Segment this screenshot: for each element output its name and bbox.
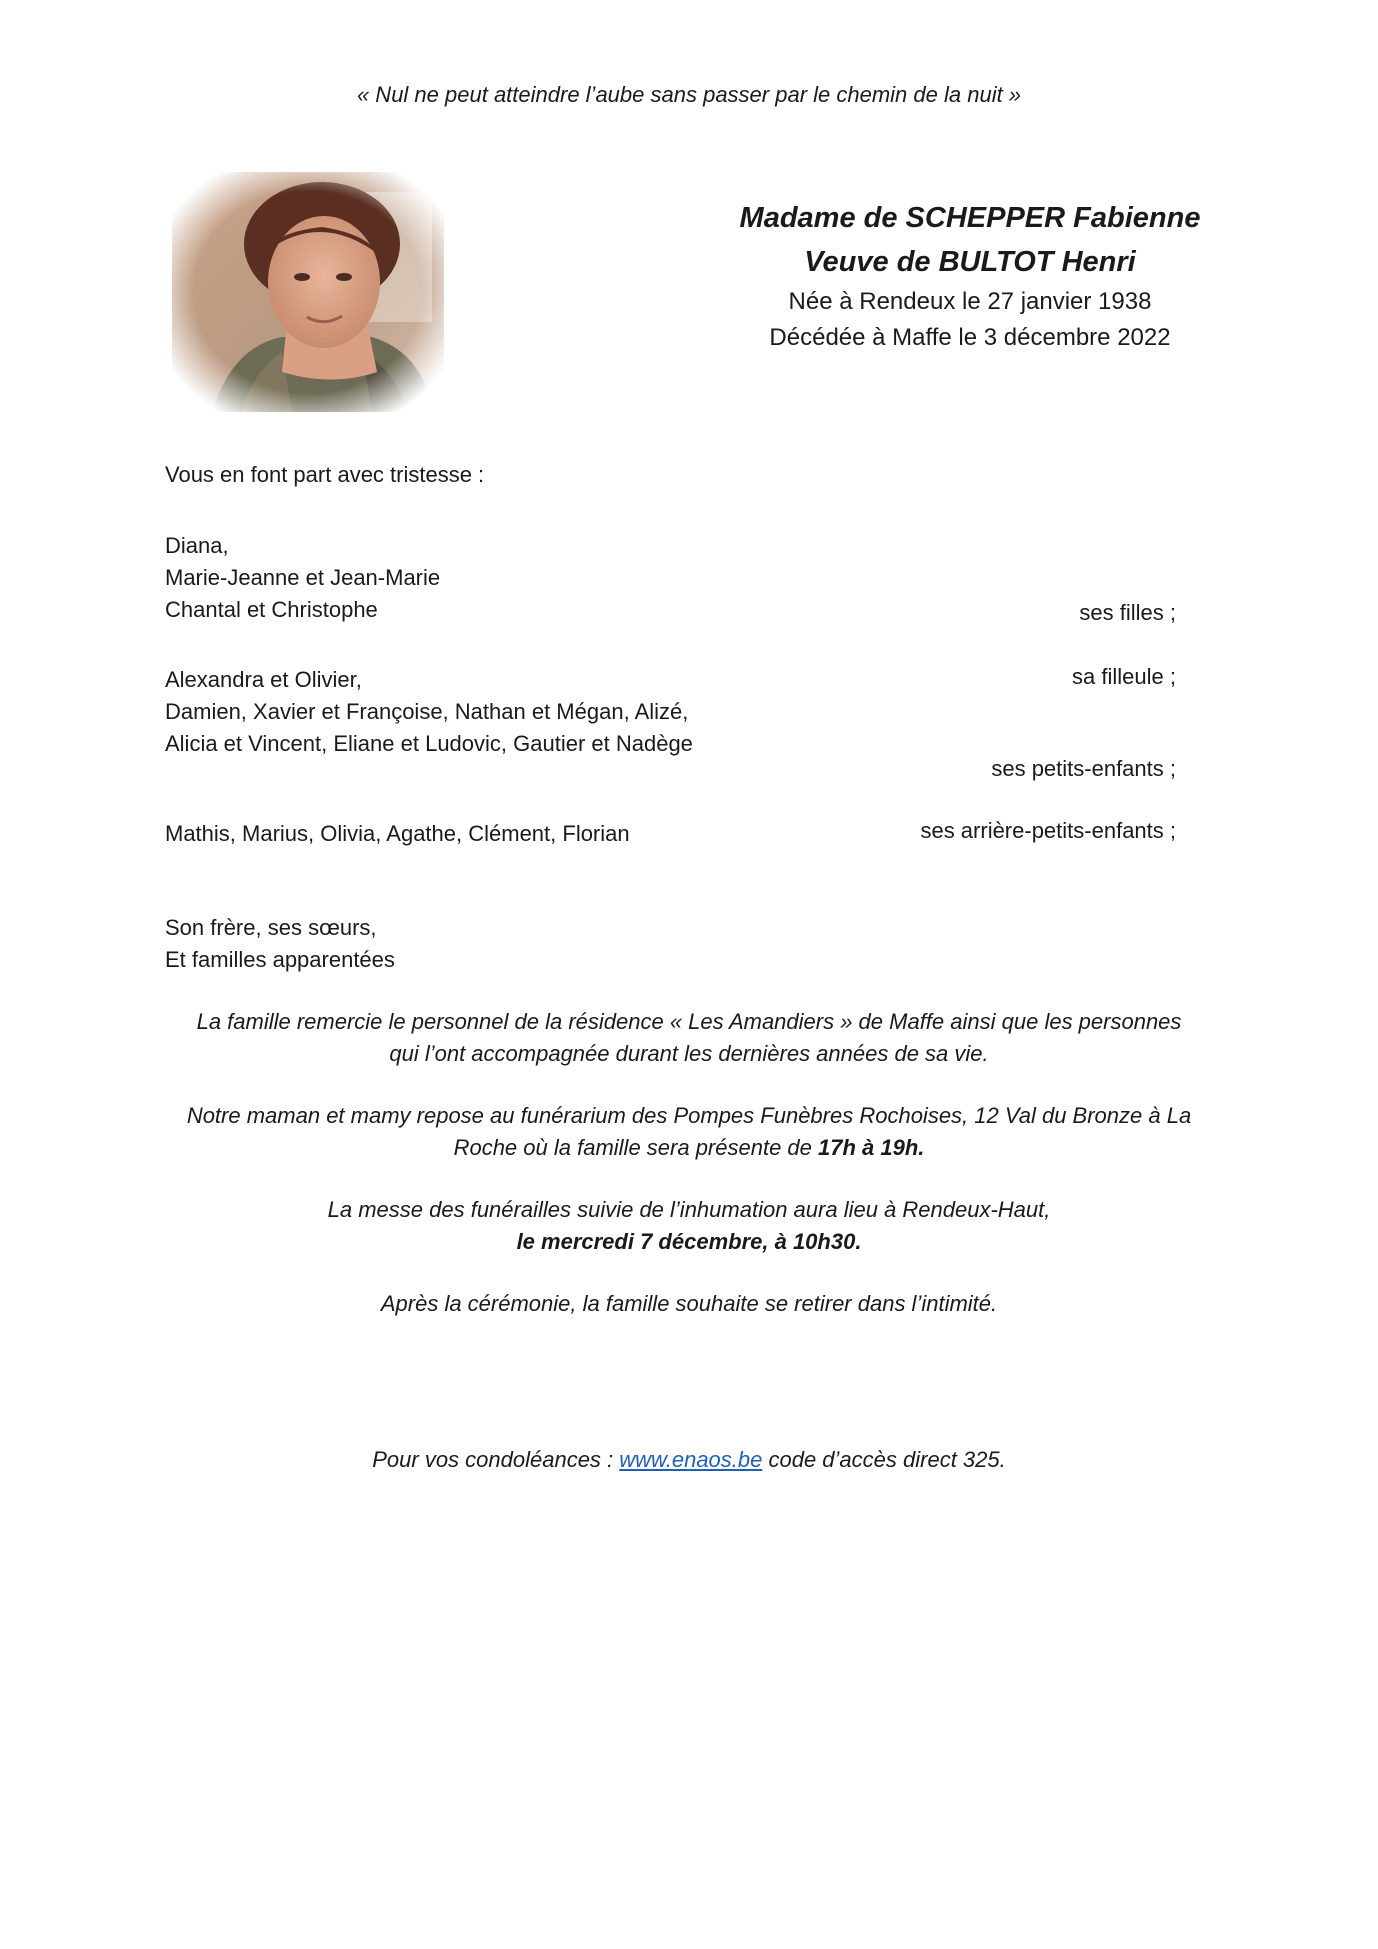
siblings-list [165,912,395,976]
condolences-paragraph [150,1444,1228,1476]
portrait-photo [172,172,444,412]
grandchildren-list [165,696,693,760]
birth-line: Née à Rendeux le 27 janvier 1938 [788,288,1152,315]
announcement-intro: Vous en font part avec tristesse : [165,462,485,487]
great-grandchildren-line: Mathis, Marius, Olivia, Agathe, Clément, Florian [165,821,630,846]
grandchildren-relation: ses petits-enfants ; [991,756,1176,781]
goddaughter-relation: sa filleule ; [1072,664,1176,689]
text-segment: Pour vos condoléances : [372,1447,620,1472]
mass-paragraph [150,1194,1228,1258]
text-line: La famille remercie le personnel de la résidence « Les Amandiers » de Maffe ainsi que les personnes [196,1009,1182,1034]
text-segment: Roche où la famille sera présente de [453,1135,819,1160]
death-line: Décédée à Maffe le 3 décembre 2022 [769,324,1171,351]
daughters-relation: ses filles ; [1079,600,1176,625]
text-line: qui l’ont accompagnée durant les dernières années de sa vie. [389,1041,989,1066]
list-item: Chantal et Christophe [165,597,378,622]
text-line [150,1132,1228,1164]
list-item: Et familles apparentées [165,947,395,972]
mass-datetime: le mercredi 7 décembre, à 10h30. [516,1229,862,1254]
epigraph-quote: « Nul ne peut atteindre l’aube sans passer par le chemin de la nuit » [356,82,1022,107]
text-line [150,1226,1228,1258]
daughters-list [165,530,440,626]
list-item: Damien, Xavier et Françoise, Nathan et Mégan, Alizé, [165,699,689,724]
great-grandchildren-relation: ses arrière-petits-enfants ; [920,818,1176,843]
visiting-hours: 17h à 19h. [818,1135,925,1160]
text-line: La messe des funérailles suivie de l’inhumation aura lieu à Rendeux-Haut, [327,1197,1051,1222]
goddaughter-line: Alexandra et Olivier, [165,667,362,692]
list-item: Diana, [165,533,229,558]
widow-of: Veuve de BULTOT Henri [804,246,1136,278]
text-line: Notre maman et mamy repose au funérarium des Pompes Funèbres Rochoises, 12 Val du Bronze à La [186,1103,1192,1128]
funerarium-paragraph [150,1100,1228,1164]
text-segment: code d’accès direct 325. [762,1447,1006,1472]
condolences-link[interactable]: www.enaos.be [619,1447,763,1472]
list-item: Marie-Jeanne et Jean-Marie [165,565,441,590]
privacy-paragraph: Après la cérémonie, la famille souhaite se retirer dans l’intimité. [380,1291,998,1316]
list-item: Alicia et Vincent, Eliane et Ludovic, Gautier et Nadège [165,731,693,756]
deceased-name: Madame de SCHEPPER Fabienne [739,202,1201,234]
thanks-paragraph [150,1006,1228,1070]
deceased-identity [700,196,1240,356]
list-item: Son frère, ses sœurs, [165,915,377,940]
